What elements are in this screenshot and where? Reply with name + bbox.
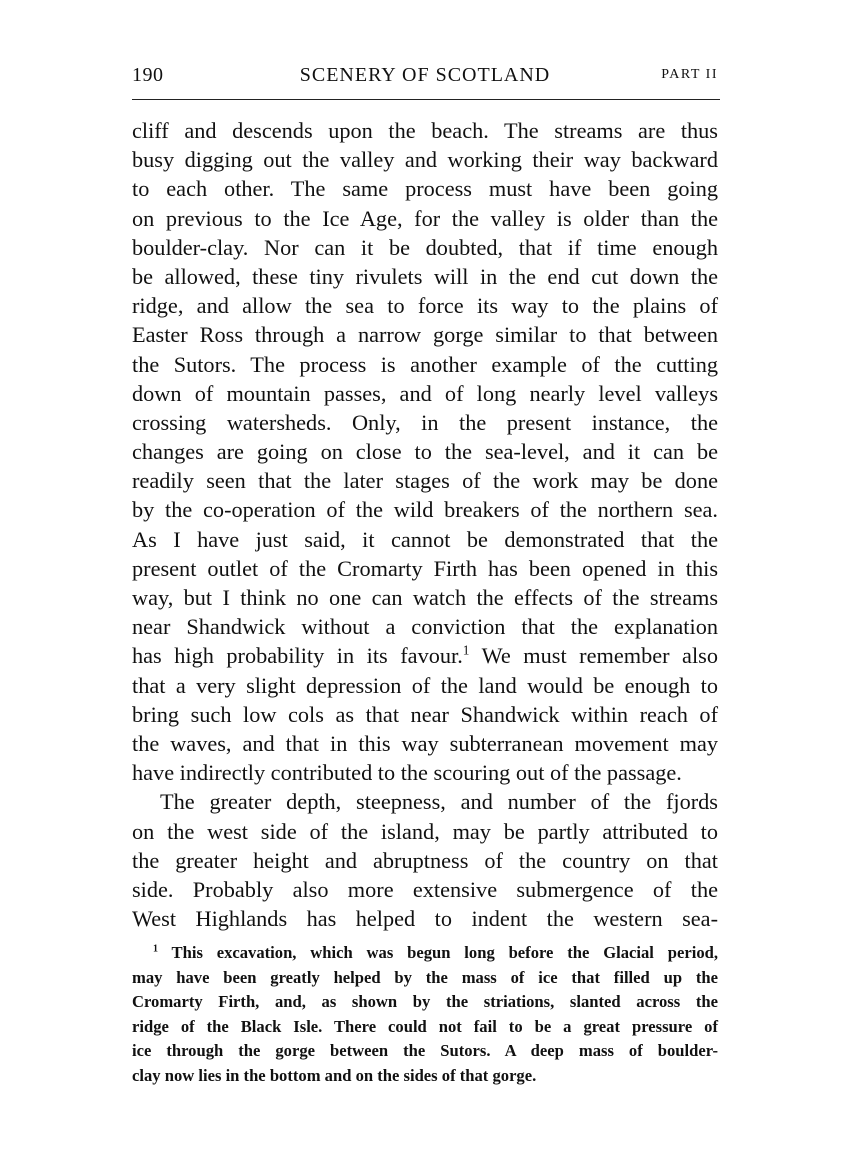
running-head bbox=[132, 64, 718, 92]
text-line: boulder-clay. Nor can it be doubted, that if time enough bbox=[132, 234, 718, 260]
text-line: way, but I think no one can watch the effects of the streams bbox=[132, 585, 718, 610]
footnote bbox=[132, 941, 718, 1088]
text-line-with-footnote bbox=[132, 641, 718, 670]
text-line: Easter Ross through a narrow gorge similar to that between bbox=[132, 322, 718, 348]
text-line: by the co-operation of the wild breakers of the northern sea. bbox=[132, 497, 718, 523]
text-line: bring such low cols as that near Shandwick within reach of bbox=[132, 701, 718, 727]
footnote-line: ice through the gorge between the Sutors. A deep mass of boulder- bbox=[132, 1041, 718, 1060]
text-line: the waves, and that in this way subterranean movement may bbox=[132, 730, 718, 756]
footnote-marker: 1 bbox=[153, 943, 158, 955]
text-line: to each other. The same process must have been going bbox=[132, 176, 718, 202]
part-label: PART II bbox=[661, 67, 718, 82]
text-line: busy digging out the valley and working their way backward bbox=[132, 147, 718, 173]
text-line: ridge, and allow the sea to force its way to the plains of bbox=[132, 293, 718, 319]
text-line: near Shandwick without a conviction that the explanation bbox=[132, 614, 718, 640]
footnote-line: may have been greatly helped by the mass of ice that filled up the bbox=[132, 967, 718, 987]
text-line: that a very slight depression of the land would be enough to bbox=[132, 672, 718, 698]
header-rule bbox=[132, 99, 720, 100]
text-line: The greater depth, steepness, and number of the fjords bbox=[160, 789, 718, 815]
text-segment: has high probability in its favour. bbox=[132, 643, 463, 669]
footnote-line bbox=[132, 941, 718, 966]
text-segment: We must remember also bbox=[469, 643, 718, 669]
text-line: be allowed, these tiny rivulets will in the end cut down the bbox=[132, 263, 718, 289]
text-line: side. Probably also more extensive submergence of the bbox=[132, 876, 718, 902]
text-line: have indirectly contributed to the scouring out of the passage. bbox=[132, 760, 682, 786]
text-line: West Highlands has helped to indent the western sea- bbox=[132, 906, 718, 932]
text-line: readily seen that the later stages of the work may be done bbox=[132, 468, 718, 494]
text-line: crossing watersheds. Only, in the present instance, the bbox=[132, 409, 718, 435]
body-text bbox=[132, 116, 718, 933]
text-line: changes are going on close to the sea-level, and it can be bbox=[132, 439, 718, 465]
footnote-line: clay now lies in the bottom and on the sides of that gorge. bbox=[132, 1065, 537, 1085]
text-line: the Sutors. The process is another example of the cutting bbox=[132, 351, 718, 377]
running-title: SCENERY OF SCOTLAND bbox=[299, 64, 551, 86]
text-line: the greater height and abruptness of the country on that bbox=[132, 847, 718, 873]
page-number: 190 bbox=[132, 64, 164, 86]
text-line: cliff and descends upon the beach. The streams are thus bbox=[132, 118, 718, 143]
footnote-line: ridge of the Black Isle. There could not fail to be a great pressure of bbox=[132, 1016, 718, 1036]
text-line: down of mountain passes, and of long nearly level valleys bbox=[132, 380, 718, 406]
footnote-reference: 1 bbox=[462, 642, 470, 658]
text-line: As I have just said, it cannot be demonstrated that the bbox=[132, 526, 718, 552]
footnote-line: Cromarty Firth, and, as shown by the striations, slanted across the bbox=[132, 992, 718, 1011]
footnote-text: This excavation, which was begun long before the Glacial period, bbox=[171, 943, 718, 962]
text-line: on previous to the Ice Age, for the valley is older than the bbox=[132, 205, 718, 231]
text-line: on the west side of the island, may be partly attributed to bbox=[132, 818, 718, 844]
text-line: present outlet of the Cromarty Firth has been opened in this bbox=[132, 555, 718, 581]
